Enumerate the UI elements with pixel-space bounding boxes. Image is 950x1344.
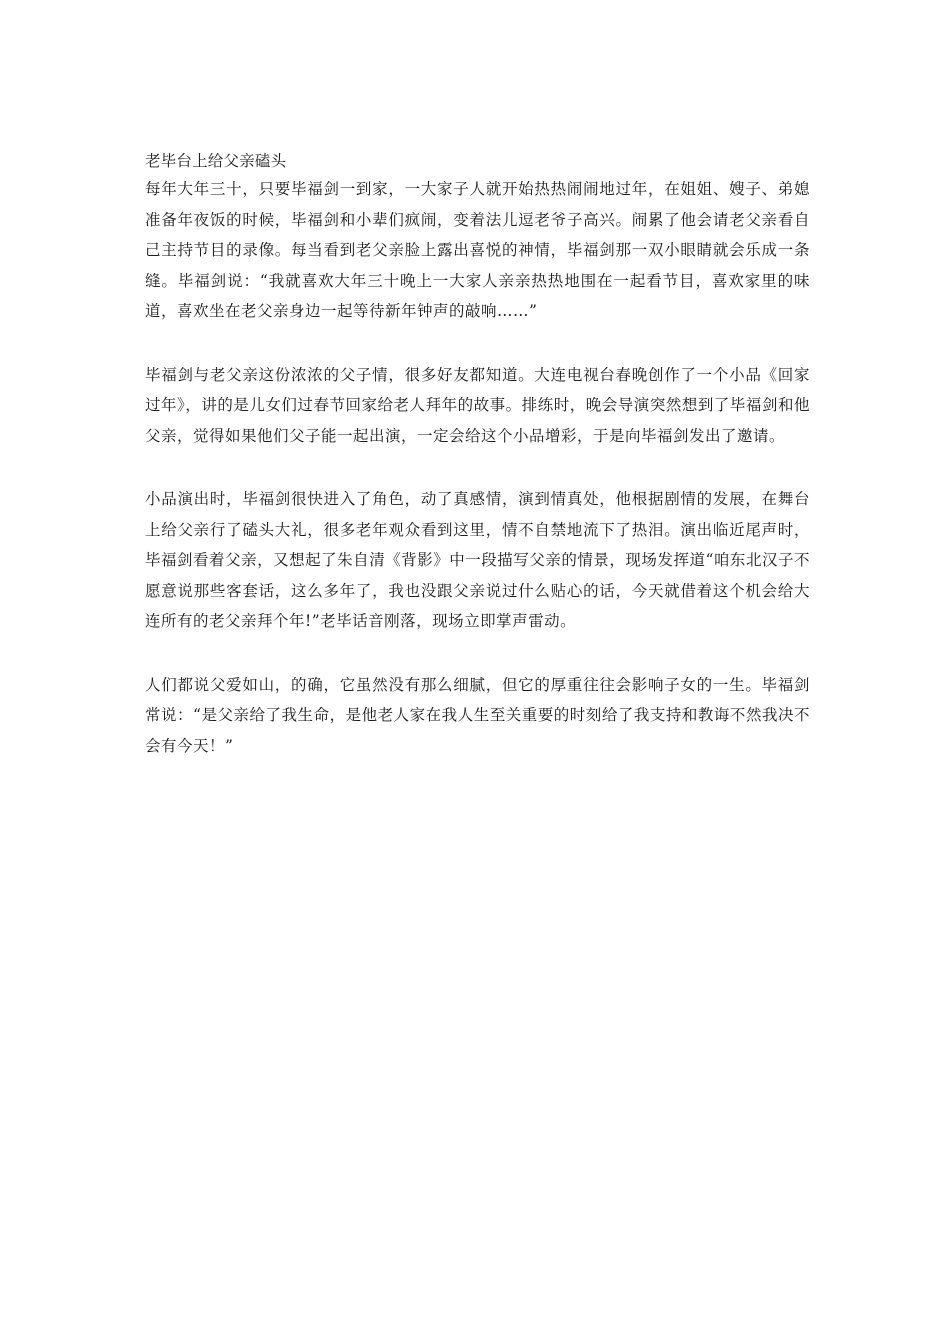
paragraph-1: 每年大年三十，只要毕福剑一到家，一大家子人就开始热热闹闹地过年，在姐姐、嫂子、弟媳准备年夜饭的时候，毕福剑和小辈们疯闹，变着法儿逗老爷子高兴。闹累了他会请老父亲看自己主持节目的录像。每当看到老父亲脸上露出喜悦的神情，毕福剑那一双小眼睛就会乐成一条缝。毕福剑说：“我就喜欢大年三十晚上一大家人亲亲热热地围在一起看节目，喜欢家里的味道，喜欢坐在老父亲身边一起等待新年钟声的敲响……” bbox=[145, 180, 810, 320]
paragraph-4: 人们都说父爱如山，的确，它虽然没有那么细腻，但它的厚重往往会影响子女的一生。毕福剑常说：“是父亲给了我生命，是他老人家在我人生至关重要的时刻给了我支持和教诲不然我决不会有今天！” bbox=[145, 675, 810, 755]
document-body bbox=[145, 148, 810, 761]
document-title: 老毕台上给父亲磕头 bbox=[145, 152, 287, 170]
paragraph-2: 毕福剑与老父亲这份浓浓的父子情，很多好友都知道。大连电视台春晚创作了一个小品《回家过年》，讲的是儿女们过春节回家给老人拜年的故事。排练时，晚会导演突然想到了毕福剑和他父亲，觉得如果他们父子能一起出演，一定会给这个小品增彩，于是向毕福剑发出了邀请。 bbox=[145, 365, 810, 445]
paragraph-3: 小品演出时，毕福剑很快进入了角色，动了真感情，演到情真处，他根据剧情的发展，在舞台上给父亲行了磕头大礼，很多老年观众看到这里，情不自禁地流下了热泪。演出临近尾声时，毕福剑看着父亲，又想起了朱自清《背影》中一段描写父亲的情景，现场发挥道“咱东北汉子不愿意说那些客套话，这么多年了，我也没跟父亲说过什么贴心的话，今天就借着这个机会给大连所有的老父亲拜个年!”老毕话音刚落，现场立即掌声雷动。 bbox=[145, 490, 810, 630]
